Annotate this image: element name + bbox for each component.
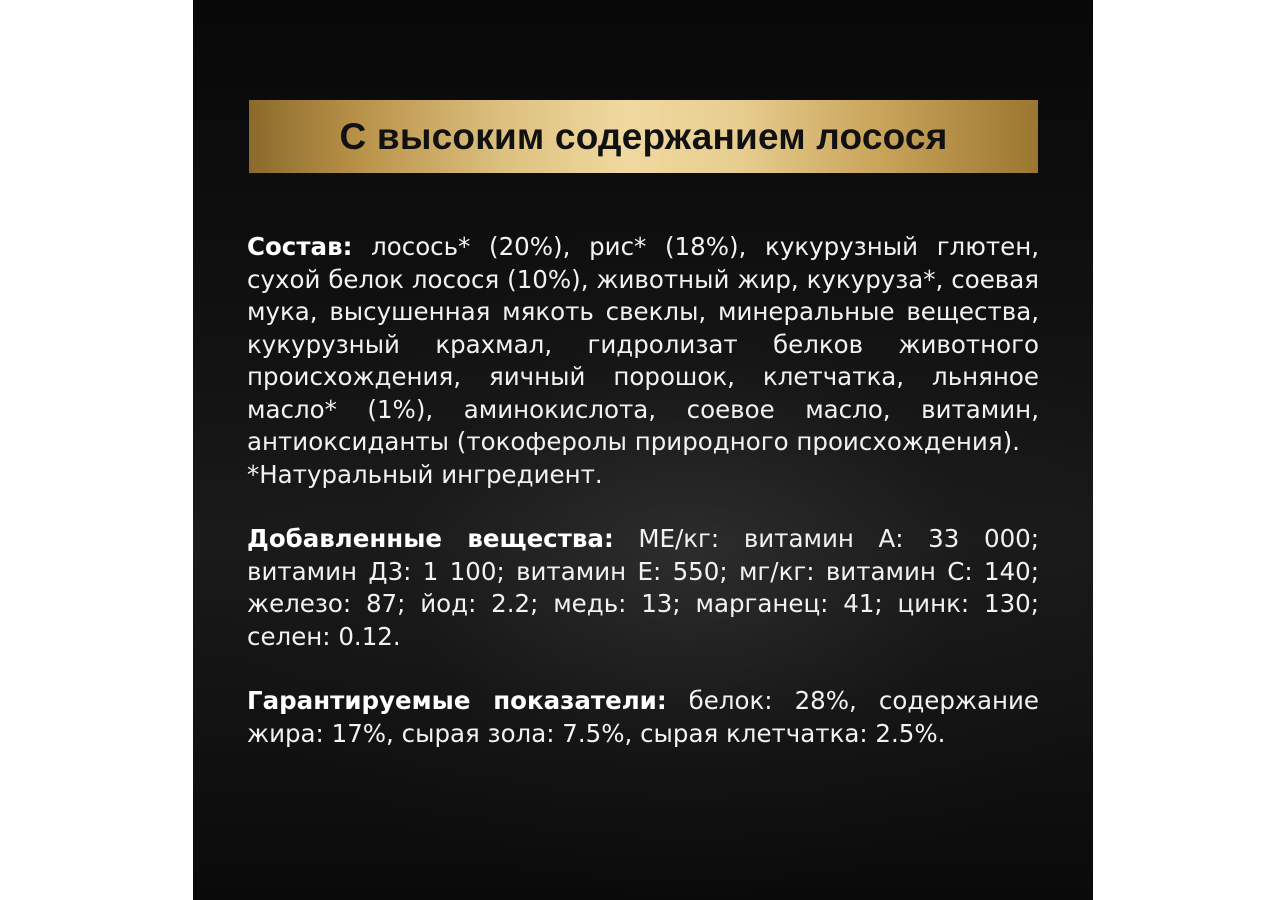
product-info-panel	[193, 0, 1093, 900]
spacer	[247, 491, 1039, 523]
guaranteed-paragraph	[247, 685, 1039, 750]
additives-text: МЕ/кг: витамин А: 33 000; витамин Д3: 1 100; витамин Е: 550; мг/кг: витамин С: 140; железо: 87; йод: 2.2; медь: 13; марганец: 41; цинк: 130; селен: 0.12.	[247, 524, 1040, 651]
composition-label: Состав:	[247, 232, 353, 261]
composition-text: лосось* (20%), рис* (18%), кукурузный глютен, сухой белок лосося (10%), животный жир, кукуруза*, соевая мука, высушенная мякоть свеклы, минеральные вещества, кукурузный крахмал, гидролизат белков животного происхождения, яичный порошок, клетчатка, льняное масло* (1%), аминокислота, соевое масло, витамин, антиоксиданты (токоферолы природного происхождения).	[247, 232, 1039, 456]
composition-paragraph	[247, 231, 1039, 459]
product-details	[247, 231, 1039, 750]
additives-label: Добавленные вещества:	[247, 524, 614, 553]
title-banner	[249, 100, 1038, 173]
natural-ingredient-note: *Натуральный ингредиент.	[247, 459, 603, 489]
guaranteed-label: Гарантируемые показатели:	[247, 686, 667, 715]
banner-title: С высоким содержанием лосося	[339, 115, 948, 157]
guaranteed-text: белок: 28%, содержание жира: 17%, сырая зола: 7.5%, сырая клетчатка: 2.5%.	[247, 686, 1039, 748]
spacer	[247, 653, 1039, 685]
additives-paragraph	[247, 523, 1039, 653]
